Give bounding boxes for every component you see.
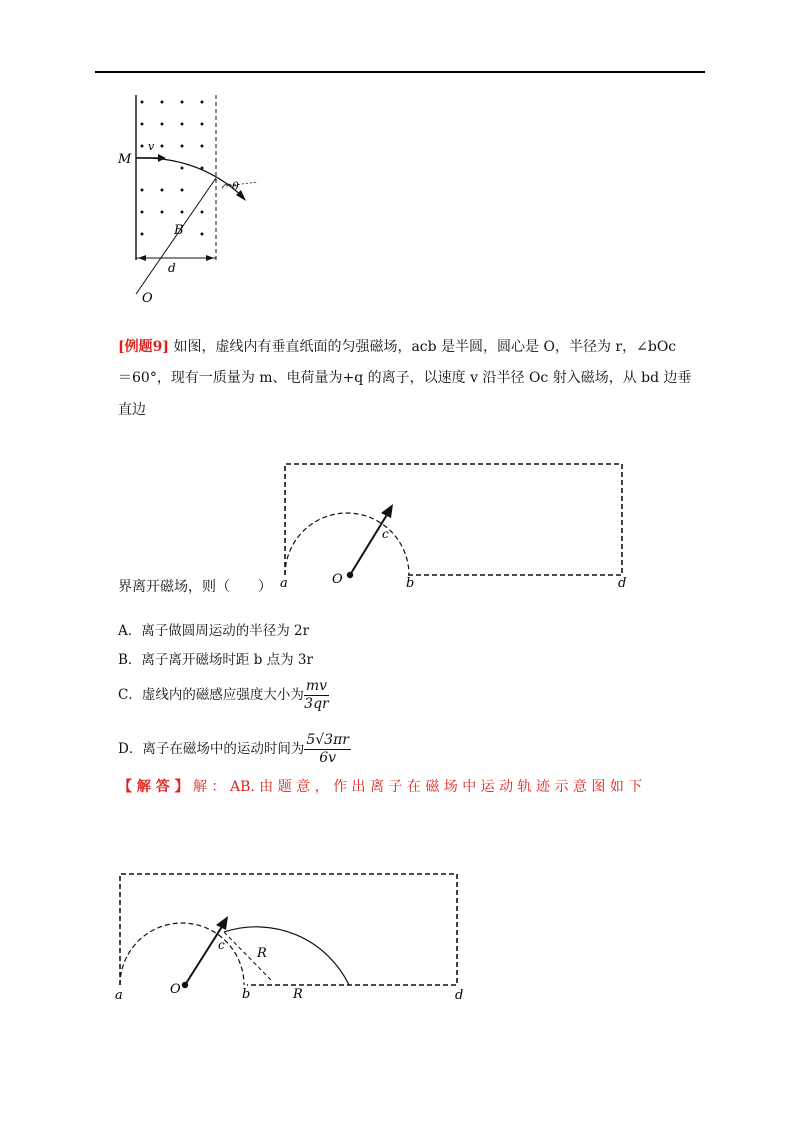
example-line-3: 界离开磁场，则（ ） <box>118 579 272 595</box>
label-a: a <box>280 576 288 591</box>
semicircle-acb <box>285 513 409 575</box>
label-d: d <box>618 576 627 591</box>
label-M: M <box>118 152 132 167</box>
label-d: d <box>168 261 176 275</box>
field-boundary <box>120 874 457 985</box>
label-O: O <box>170 982 181 997</box>
figure-trajectory <box>105 865 475 1005</box>
label-c: c <box>218 938 225 952</box>
semicircle-acb <box>120 923 244 985</box>
option-C[interactable]: C．虚线内的磁感应强度大小为 $\frac{mv}{3qr}$ <box>118 678 329 712</box>
fraction-C: $\frac{mv}{3qr}$ <box>304 678 329 712</box>
label-a: a <box>115 988 123 1003</box>
label-b: b <box>242 987 251 1002</box>
label-B: B <box>174 223 184 238</box>
answer-line: 【 解 答 】 解 ： AB. 由 题 意 ， 作 出 离 子 在 磁 场 中 运 动 轨 迹 示 意 图 如 下 <box>118 779 643 795</box>
field-dots <box>141 101 204 236</box>
label-R-slant: R <box>257 946 267 961</box>
trajectory-arc <box>136 158 244 198</box>
label-c: c <box>382 527 389 541</box>
figure-magnetic-strip <box>110 90 270 310</box>
example-line-1: [例题9] 如图，虚线内有垂直纸面的匀强磁场，acb 是半圆，圆心是 O，半径为 r，∠bOc <box>118 339 677 355</box>
top-rule <box>95 71 705 73</box>
fraction-D: $\frac{5√3\pi r}{6v}$ <box>306 732 349 766</box>
label-b: b <box>406 576 415 591</box>
label-theta: θ <box>232 180 239 193</box>
example-tag: [例题9] <box>118 339 169 355</box>
trajectory-arc <box>224 927 349 985</box>
label-v: v <box>148 140 155 153</box>
option-B[interactable]: B．离子离开磁场时距 b 点为 3r <box>118 652 313 668</box>
field-boundary <box>285 464 622 575</box>
label-O: O <box>142 291 153 306</box>
label-O: O <box>332 572 343 587</box>
example-line-2: ＝60°，现有一质量为 m、电荷量为+q 的离子，以速度 v 沿半径 Oc 射入磁场，从 bd 边垂直边 <box>118 370 692 418</box>
answer-tag: 【 解 答 】 <box>118 779 189 795</box>
option-D[interactable]: D．离子在磁场中的运动时间为 $\frac{5√3\pi r}{6v}$ <box>118 732 349 766</box>
velocity-arrow <box>350 513 388 575</box>
label-d: d <box>455 988 464 1003</box>
option-A[interactable]: A．离子做圆周运动的半径为 2r <box>118 623 310 639</box>
velocity-arrow <box>185 925 223 985</box>
label-R-base: R <box>293 987 303 1002</box>
